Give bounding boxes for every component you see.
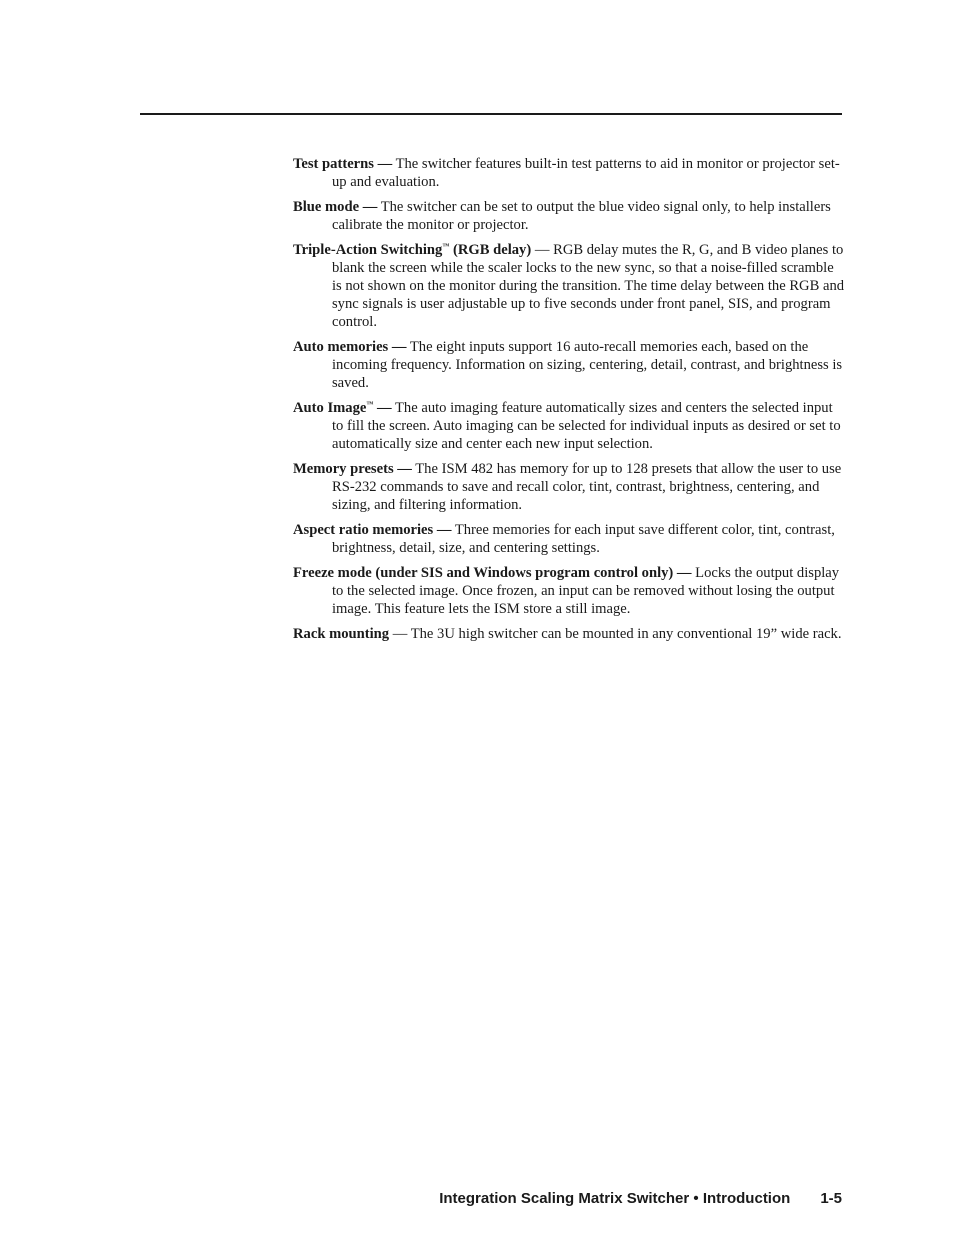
feature-description: Locks the output display to the selected image. Once frozen, an input can be removed without losing the output image. This feature lets the ISM store a still image. bbox=[332, 565, 840, 617]
feature-term: Aspect ratio memories — bbox=[293, 522, 452, 538]
feature-term: Blue mode — bbox=[293, 199, 378, 215]
page-footer bbox=[0, 1190, 842, 1207]
feature-item-triple-action-switching bbox=[293, 241, 845, 331]
feature-term: Test patterns — bbox=[293, 156, 393, 172]
feature-item-rack-mounting bbox=[293, 625, 845, 643]
feature-item-freeze-mode bbox=[293, 564, 845, 618]
feature-list bbox=[293, 155, 845, 650]
feature-item-blue-mode bbox=[293, 198, 845, 234]
feature-term: Rack mounting bbox=[293, 626, 390, 642]
feature-item-auto-image bbox=[293, 399, 845, 453]
feature-description: The ISM 482 has memory for up to 128 presets that allow the user to use RS-232 commands to save and recall color, tint, contrast, brightness, centering, and sizing, and filtering information. bbox=[332, 461, 842, 513]
feature-description: The eight inputs support 16 auto-recall memories each, based on the incoming frequency. Information on sizing, centering, detail, contrast, and brightness is saved. bbox=[332, 339, 843, 391]
feature-description: — RGB delay mutes the R, G, and B video planes to blank the screen while the scaler locks to the new sync, so that a noise-filled scramble is not shown on the monitor during the transition. The time delay between the RGB and sync signals is user adjustable up to five seconds under front panel, SIS, and program control. bbox=[332, 242, 845, 330]
feature-description: The switcher can be set to output the blue video signal only, to help installers calibrate the monitor or projector. bbox=[332, 199, 831, 233]
feature-term: Triple-Action Switching™ (RGB delay) bbox=[293, 242, 532, 258]
feature-term: Memory presets — bbox=[293, 461, 412, 477]
page-number: 1-5 bbox=[820, 1190, 842, 1207]
feature-item-memory-presets bbox=[293, 460, 845, 514]
feature-term: Auto memories — bbox=[293, 339, 407, 355]
feature-description: Three memories for each input save different color, tint, contrast, brightness, detail, size, and centering settings. bbox=[332, 522, 835, 556]
feature-term: Auto Image™ — bbox=[293, 400, 392, 416]
feature-description: The auto imaging feature automatically sizes and centers the selected input to fill the screen. Auto imaging can be selected for individual inputs as desired or set to automatically size and center each new input selection. bbox=[332, 400, 841, 452]
feature-description: — The 3U high switcher can be mounted in any conventional 19” wide rack. bbox=[389, 626, 842, 642]
feature-item-auto-memories bbox=[293, 338, 845, 392]
feature-description: The switcher features built-in test patterns to aid in monitor or projector set-up and evaluation. bbox=[332, 156, 840, 190]
trademark-symbol: ™ bbox=[442, 242, 450, 251]
header-rule bbox=[140, 113, 842, 115]
trademark-symbol: ™ bbox=[366, 400, 374, 409]
feature-term: Freeze mode (under SIS and Windows program control only) — bbox=[293, 565, 692, 581]
footer-title: Integration Scaling Matrix Switcher • Introduction bbox=[439, 1190, 791, 1207]
feature-item-test-patterns bbox=[293, 155, 845, 191]
feature-item-aspect-ratio-memories bbox=[293, 521, 845, 557]
